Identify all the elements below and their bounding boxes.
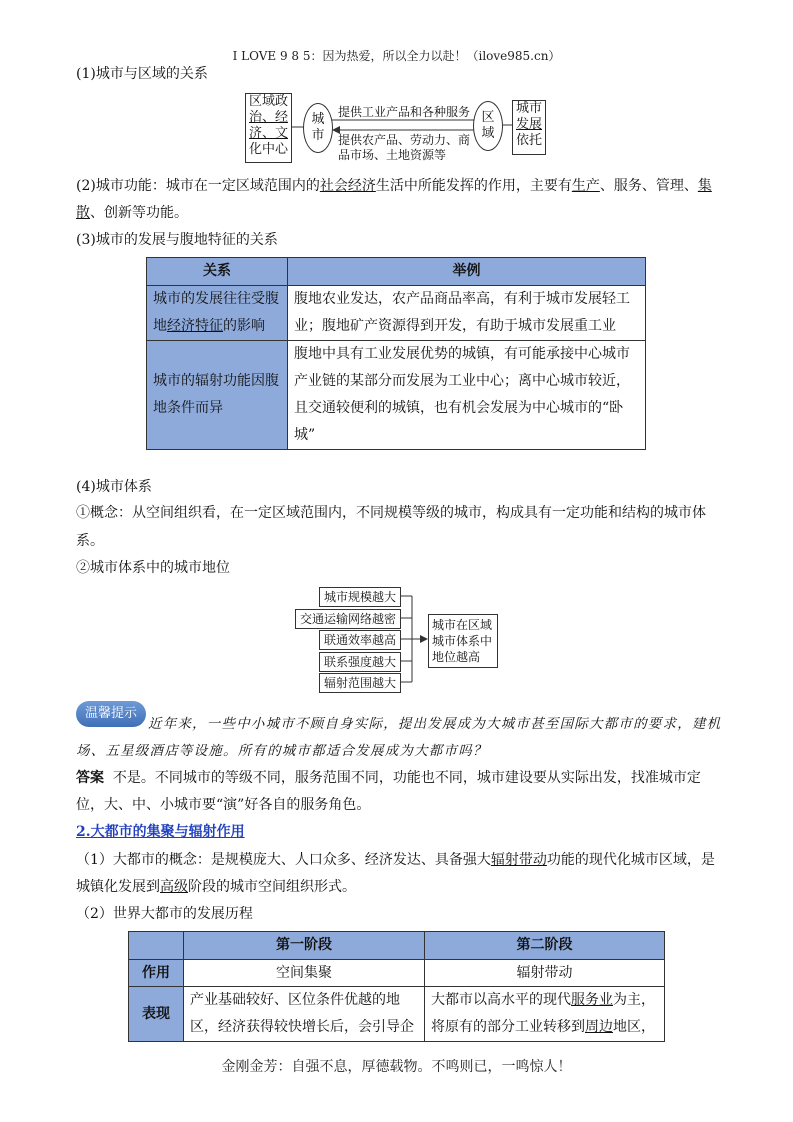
stage-1-performance [184, 987, 425, 1042]
development-base-box [512, 100, 546, 155]
box-line: 城市在区域 [432, 618, 493, 632]
answer-label: 答案 [76, 770, 104, 786]
arrow-label-bottom-2: 品市场、土地资源等 [338, 148, 447, 162]
metropolis-concept-1 [76, 850, 715, 870]
section-title-city-region: (1)城市与区域的关系 [76, 66, 208, 82]
region-node: 区 域 [473, 101, 503, 151]
cell-line: 城” [294, 427, 316, 443]
factor-intensity: 联系强度越大 [319, 652, 401, 672]
tip-question-1: 近年来，一些中小城市不顾自身实际，提出发展成为大城市甚至国际大都市的要求，建机 [148, 716, 722, 732]
arrow-label-top: 提供工业产品和各种服务 [338, 105, 471, 119]
table-row [129, 987, 665, 1042]
cell-line: 城市的发展往往受腹 [153, 291, 279, 307]
box-line: 区域政 [248, 94, 288, 109]
corner-cell [129, 932, 184, 960]
metropolis-concept-2 [76, 877, 356, 897]
relation-cell [147, 286, 288, 341]
factor-transport: 交通运输网络越密 [295, 609, 401, 629]
page-header: I LOVE 9 8 5：因为热爱，所以全力以赴！（ilove985.cn） [232, 49, 561, 63]
box-line: 依托 [515, 133, 542, 148]
text: 生活中所能发挥的作用，主要有 [375, 178, 572, 194]
col-header-stage-2: 第二阶段 [425, 932, 665, 960]
city-position-title: ②城市体系中的城市地位 [76, 560, 230, 576]
tip-badge: 温馨提示 [76, 701, 146, 727]
political-center-box [245, 93, 292, 163]
row-header-performance: 表现 [129, 987, 184, 1042]
col-header-example: 举例 [288, 258, 646, 286]
blank-answer: 生产 [571, 178, 600, 194]
tip-answer-2: 位，大、中、小城市要“演”好各自的服务角色。 [76, 797, 371, 813]
cell-line: 业；腹地矿产资源得到开发，有助于城市发展重工业 [294, 318, 616, 334]
text: （1）大都市的概念：是规模庞大、人口众多、经济发达、具备强大 [76, 852, 491, 868]
cell-line: 区，经济获得较快增长后，会引导企 [190, 1019, 414, 1035]
cell-line: 产业链的某部分而发展为工业中心；离中心城市较近， [294, 373, 630, 389]
tip-answer-1 [76, 768, 701, 788]
page-footer: 金刚金芳：自强不息，厚德载物。不鸣则已，一鸣惊人！ [221, 1059, 572, 1075]
tip-question-2: 场、五星级酒店等设施。所有的城市都适合发展成为大都市吗？ [76, 743, 488, 759]
cell-line: 地经济特征的影响 [153, 318, 265, 334]
row-header-role: 作用 [129, 960, 184, 987]
cell-line: 地条件而异 [153, 400, 223, 416]
concept-line-1: ①概念：从空间组织看，在一定区域范围内，不同规模等级的城市，构成具有一定功能和结构的城市体 [76, 505, 706, 521]
section-title-hinterland: (3)城市的发展与腹地特征的关系 [76, 232, 278, 248]
blank-answer: 社会经济 [319, 178, 376, 194]
cell-line: 腹地中具有工业发展优势的城镇，有可能承接中心城市 [294, 346, 630, 362]
cell-line: 大都市以高水平的现代服务业为主， [431, 992, 655, 1008]
example-cell [288, 286, 646, 341]
stage-2-role: 辐射带动 [425, 960, 665, 987]
factor-efficiency: 联通效率越高 [319, 630, 401, 650]
stage-1-role: 空间集聚 [184, 960, 425, 987]
cell-line: 且交通较便利的城镇，也有机会发展为中心城市的“卧 [294, 400, 624, 416]
text: 阶段的城市空间组织形式。 [188, 879, 356, 895]
section-title-metropolis: 2.大都市的集聚与辐射作用 [76, 824, 245, 840]
example-cell [288, 341, 646, 450]
box-line: 治、经 [248, 110, 288, 125]
box-line: 发展 [515, 117, 542, 132]
box-line: 化中心 [248, 142, 288, 157]
cell-line: 将原有的部分工业转移到周边地区， [431, 1019, 655, 1035]
table-row [147, 341, 646, 450]
hinterland-table [146, 257, 646, 450]
concept-line-2: 系。 [76, 533, 104, 549]
cell-line: 城市的辐射功能因腹 [153, 373, 279, 389]
factor-radiation: 辐射范围越大 [319, 673, 401, 693]
stage-2-performance [425, 987, 665, 1042]
text: 功能的现代化城市区域，是 [546, 852, 715, 868]
section-title-city-system: (4)城市体系 [76, 479, 152, 495]
table-row [129, 960, 665, 987]
cell-line: 产业基础较好、区位条件优越的地 [190, 992, 400, 1008]
arrow-label-bottom-1: 提供农产品、劳动力、商 [338, 133, 471, 147]
text: 、服务、管理、 [599, 178, 698, 194]
factor-scale: 城市规模越大 [319, 587, 401, 607]
box-line: 城市体系中 [432, 634, 493, 648]
text: 城镇化发展到 [76, 879, 160, 895]
table-row [147, 286, 646, 341]
city-function-paragraph [76, 176, 712, 196]
col-header-stage-1: 第一阶段 [184, 932, 425, 960]
box-line: 济、文 [248, 126, 288, 141]
metropolis-history-title: （2）世界大都市的发展历程 [76, 906, 253, 922]
text: 、创新等功能。 [90, 205, 188, 221]
result-box [428, 614, 498, 668]
box-line: 城市 [515, 101, 542, 116]
text: 不是。不同城市的等级不同，服务范围不同，功能也不同，城市建设要从实际出发，找准城市定 [112, 770, 701, 786]
text: (2)城市功能：城市在一定区域范围内的 [76, 178, 320, 194]
blank-answer: 集 [697, 178, 712, 194]
box-line: 地位越高 [432, 650, 481, 664]
arrowhead [420, 635, 428, 643]
bracket-arrow [398, 585, 430, 695]
metropolis-stage-table [128, 931, 665, 1042]
blank-answer: 散 [76, 205, 90, 221]
cell-line: 腹地农业发达，农产品商品率高，有利于城市发展轻工 [294, 291, 630, 307]
col-header-relation: 关系 [147, 258, 288, 286]
blank-answer: 辐射带动 [490, 852, 547, 868]
city-function-paragraph-cont [76, 203, 188, 223]
blank-answer: 高级 [160, 879, 188, 895]
relation-cell [147, 341, 288, 450]
city-node: 城 市 [303, 103, 333, 153]
